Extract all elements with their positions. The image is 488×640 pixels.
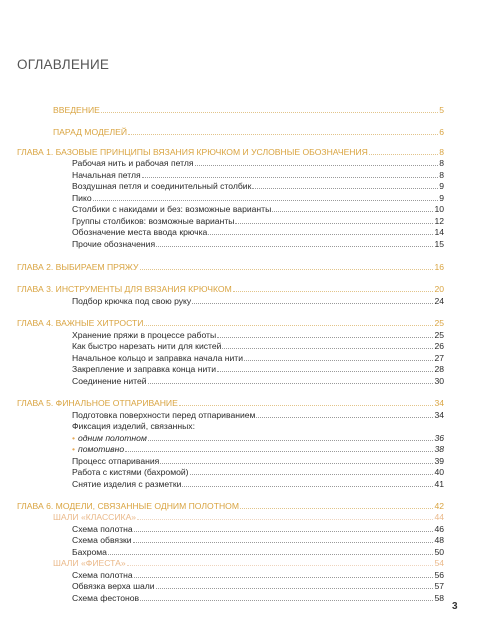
page-number: 3 bbox=[452, 601, 458, 612]
toc-entry-page: 34 bbox=[434, 410, 444, 420]
toc-entry-label: ГЛАВА 5. ФИНАЛЬНОЕ ОТПАРИВАНИЕ bbox=[17, 398, 178, 408]
toc-entry-page: 8 bbox=[439, 170, 444, 180]
dot-leader bbox=[137, 519, 433, 520]
toc-entry-label: Схема обвязки bbox=[72, 535, 132, 545]
toc-entry-page: 36 bbox=[434, 433, 444, 443]
toc-entry-label: • помотивно bbox=[72, 444, 125, 454]
dot-leader bbox=[272, 211, 433, 212]
toc-entry-page: 27 bbox=[434, 353, 444, 363]
dot-leader bbox=[190, 474, 434, 475]
dot-leader bbox=[369, 154, 438, 155]
toc-entry-label: Воздушная петля и соединительный столбик bbox=[72, 181, 252, 191]
toc-entry-label: Обозначение места ввода крючка bbox=[72, 227, 208, 237]
toc-entry[interactable] bbox=[72, 478, 444, 490]
dot-leader bbox=[217, 371, 433, 372]
toc-entry-page: 26 bbox=[434, 341, 444, 351]
toc-entry-label: ГЛАВА 4. ВАЖНЫЕ ХИТРОСТИ bbox=[17, 318, 144, 328]
toc-entry[interactable] bbox=[53, 104, 444, 116]
toc-entry-page: 42 bbox=[434, 501, 444, 511]
toc-entry[interactable] bbox=[72, 157, 444, 169]
toc-entry-label: Схема полотна bbox=[72, 524, 133, 534]
toc-entry-page: 48 bbox=[434, 535, 444, 545]
toc-entry[interactable] bbox=[72, 580, 444, 592]
bullet-icon: • bbox=[72, 444, 76, 454]
dot-leader bbox=[217, 337, 433, 338]
toc-entry-label: Бахрома bbox=[72, 547, 107, 557]
dot-leader bbox=[233, 291, 434, 292]
toc-entry-label: ШАЛИ «КЛАССИКА» bbox=[53, 512, 137, 522]
toc-entry[interactable] bbox=[72, 340, 444, 352]
toc-entry[interactable] bbox=[53, 511, 444, 523]
dot-leader bbox=[142, 177, 439, 178]
toc-entry[interactable] bbox=[17, 317, 444, 329]
toc-entry-page: 14 bbox=[434, 227, 444, 237]
dot-leader bbox=[156, 246, 433, 247]
toc-entry-page: 40 bbox=[434, 467, 444, 477]
toc-entry-label: ГЛАВА 3. ИНСТРУМЕНТЫ ДЛЯ ВЯЗАНИЯ КРЮЧКОМ bbox=[17, 284, 232, 294]
dot-leader bbox=[101, 112, 438, 113]
toc-entry-page: 41 bbox=[434, 479, 444, 489]
toc-entry[interactable] bbox=[72, 420, 444, 432]
dot-leader bbox=[179, 405, 434, 406]
toc-entry-page: 44 bbox=[434, 512, 444, 522]
dot-leader bbox=[148, 383, 434, 384]
toc-entry-label: ПАРАД МОДЕЛЕЙ bbox=[53, 127, 128, 137]
toc-entry-label: • одним полотном bbox=[72, 433, 147, 443]
toc-entry-label: Снятие изделия с разметки bbox=[72, 479, 182, 489]
dot-leader bbox=[160, 463, 433, 464]
toc-entry[interactable] bbox=[53, 557, 444, 569]
toc-entry-page: 30 bbox=[434, 376, 444, 386]
dot-leader bbox=[252, 188, 438, 189]
dot-leader bbox=[156, 588, 434, 589]
toc-entry[interactable] bbox=[72, 592, 444, 604]
dot-leader bbox=[128, 134, 438, 135]
toc-entry-label: ГЛАВА 6. МОДЕЛИ, СВЯЗАННЫЕ ОДНИМ ПОЛОТНОМ bbox=[17, 501, 240, 511]
toc-entry-label: Группы столбиков: возможные варианты bbox=[72, 216, 235, 226]
toc-entry-page: 24 bbox=[434, 296, 444, 306]
toc-entry-label: Соединение нитей bbox=[72, 376, 147, 386]
dot-leader bbox=[134, 531, 434, 532]
toc-entry-label: Начальная петля bbox=[72, 170, 141, 180]
toc-entry[interactable] bbox=[72, 238, 444, 250]
toc-entry-page: 34 bbox=[434, 398, 444, 408]
dot-leader bbox=[222, 348, 433, 349]
toc-entry-page: 25 bbox=[434, 330, 444, 340]
dot-leader bbox=[235, 223, 433, 224]
toc-entry[interactable] bbox=[72, 295, 444, 307]
toc-entry[interactable] bbox=[17, 283, 444, 295]
toc-entry[interactable] bbox=[17, 397, 444, 409]
toc-entry[interactable] bbox=[72, 534, 444, 546]
dot-leader bbox=[140, 600, 433, 601]
dot-leader bbox=[182, 486, 433, 487]
toc-entry-page: 57 bbox=[434, 581, 444, 591]
toc-entry[interactable] bbox=[72, 375, 444, 387]
toc-entry-page: 10 bbox=[434, 204, 444, 214]
dot-leader bbox=[127, 565, 434, 566]
dot-leader bbox=[195, 165, 439, 166]
toc-entry[interactable] bbox=[72, 466, 444, 478]
toc-entry-label: ШАЛИ «ФИЕСТА» bbox=[53, 558, 126, 568]
toc-entry-page: 56 bbox=[434, 570, 444, 580]
toc-entry-label: Схема фестонов bbox=[72, 593, 140, 603]
toc-entry-label: Подбор крючка под свою руку bbox=[72, 296, 192, 306]
dot-leader bbox=[133, 542, 434, 543]
toc-entry-page: 38 bbox=[434, 444, 444, 454]
toc-entry[interactable] bbox=[72, 226, 444, 238]
toc-entry-label: Подготовка поверхности перед отпариванием bbox=[72, 410, 256, 420]
toc-entry-label: Хранение пряжи в процессе работы bbox=[72, 330, 217, 340]
toc-entry-page: 58 bbox=[434, 593, 444, 603]
toc-entry-page: 39 bbox=[434, 456, 444, 466]
dot-leader bbox=[140, 269, 434, 270]
toc-entry-page: 8 bbox=[439, 147, 444, 157]
toc-entry-label: ГЛАВА 2. ВЫБИРАЕМ ПРЯЖУ bbox=[17, 262, 139, 272]
toc-entry[interactable] bbox=[53, 126, 444, 138]
toc-entry-label: Схема полотна bbox=[72, 570, 133, 580]
toc-entry-page: 12 bbox=[434, 216, 444, 226]
dot-leader bbox=[93, 200, 439, 201]
toc-entry-label: Фиксация изделий, связанных: bbox=[72, 421, 195, 431]
toc-entry-label: Процесс отпаривания bbox=[72, 456, 160, 466]
toc-entry-label: Начальное кольцо и заправка начала нити bbox=[72, 353, 244, 363]
toc-entry-label: Обвязка верха шали bbox=[72, 581, 155, 591]
toc-entry-label: Столбики с накидами и без: возможные варианты bbox=[72, 204, 272, 214]
toc-entry-page: 8 bbox=[439, 158, 444, 168]
toc-entry-page: 54 bbox=[434, 558, 444, 568]
toc-entry-page: 46 bbox=[434, 524, 444, 534]
dot-leader bbox=[208, 234, 433, 235]
dot-leader bbox=[108, 554, 433, 555]
toc-entry-page: 50 bbox=[434, 547, 444, 557]
dot-leader bbox=[125, 451, 433, 452]
toc-entry-page: 28 bbox=[434, 364, 444, 374]
toc-entry[interactable] bbox=[72, 180, 444, 192]
toc-entry-page: 5 bbox=[439, 105, 444, 115]
toc-entry-page: 16 bbox=[434, 262, 444, 272]
dot-leader bbox=[256, 417, 433, 418]
toc-entry-page: 20 bbox=[434, 284, 444, 294]
dot-leader bbox=[240, 508, 433, 509]
toc-entry-page: 15 bbox=[434, 239, 444, 249]
toc-entry[interactable] bbox=[17, 261, 444, 273]
toc-entry-label: Работа с кистями (бахромой) bbox=[72, 467, 189, 477]
toc-entry-label: Прочие обозначения bbox=[72, 239, 156, 249]
toc-entry-label: ГЛАВА 1. БАЗОВЫЕ ПРИНЦИПЫ ВЯЗАНИЯ КРЮЧКОМ И УСЛОВНЫЕ ОБОЗНАЧЕНИЯ bbox=[17, 147, 368, 157]
dot-leader bbox=[134, 577, 434, 578]
toc-entry-label: Рабочая нить и рабочая петля bbox=[72, 158, 194, 168]
dot-leader bbox=[192, 303, 433, 304]
toc-entry-page: 9 bbox=[439, 193, 444, 203]
toc-entry-page: 6 bbox=[439, 127, 444, 137]
toc-entry-label: Как быстро нарезать нити для кистей bbox=[72, 341, 222, 351]
toc-entry[interactable] bbox=[72, 363, 444, 375]
toc-entry-page: 25 bbox=[434, 318, 444, 328]
toc-entry-page: 9 bbox=[439, 181, 444, 191]
toc-entry[interactable] bbox=[72, 203, 444, 215]
toc-entry-label: Пико bbox=[72, 193, 92, 203]
toc-entry[interactable] bbox=[72, 443, 444, 455]
toc-entry-label: Закрепление и заправка конца нити bbox=[72, 364, 217, 374]
bullet-icon: • bbox=[72, 433, 76, 443]
page-title: ОГЛАВЛЕНИЕ bbox=[17, 57, 110, 72]
dot-leader bbox=[144, 325, 433, 326]
dot-leader bbox=[148, 440, 434, 441]
toc-entry-label: ВВЕДЕНИЕ bbox=[53, 105, 100, 115]
dot-leader bbox=[244, 360, 433, 361]
